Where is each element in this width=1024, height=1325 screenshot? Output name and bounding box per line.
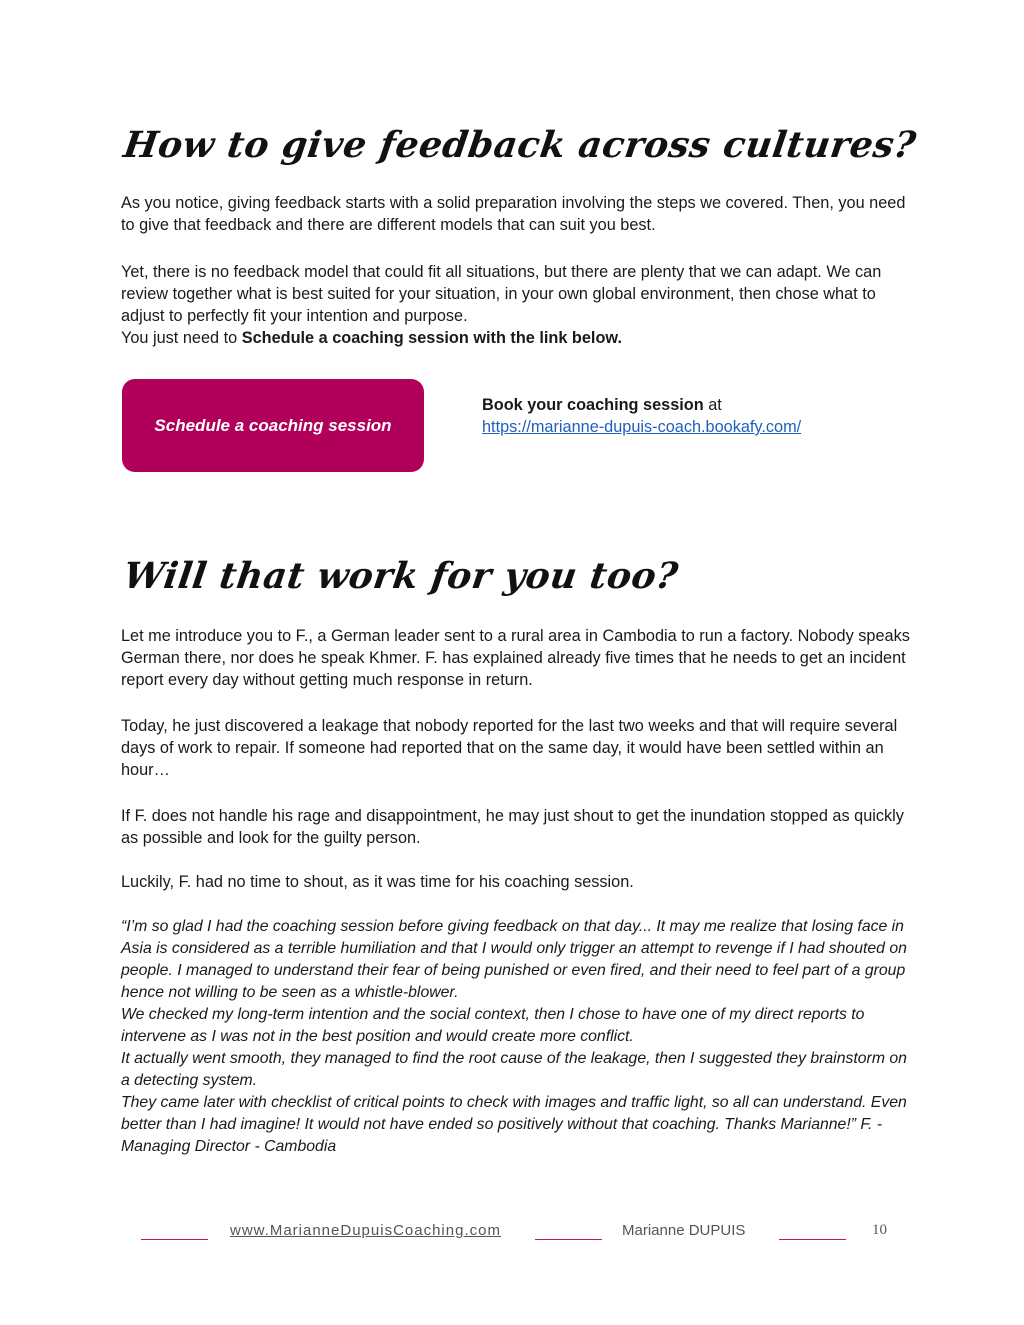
- booking-link[interactable]: https://marianne-dupuis-coach.bookafy.com/: [482, 418, 802, 436]
- quote-line: “I’m so glad I had the coaching session before giving feedback on that day... It may me realize that losing face in Asia is considered as a terrible humiliation and that I would only trigger an attempt to revenge if I had shouted on people. I managed to understand their fear of being punished or even fired, and their need to feel part of a group hence not willing to be seen as a whistle-blower.: [121, 918, 907, 1001]
- footer-website-link[interactable]: www.MarianneDupuisCoaching.com: [230, 1222, 501, 1239]
- schedule-session-button[interactable]: [122, 379, 424, 472]
- paragraph: Luckily, F. had no time to shout, as it was time for his coaching session.: [121, 873, 634, 891]
- page-number: 10: [872, 1222, 887, 1238]
- quote-line: It actually went smooth, they managed to find the root cause of the leakage, then I suggested they brainstorm on a detecting system.: [121, 1050, 907, 1089]
- paragraph: If F. does not handle his rage and disappointment, he may just shout to get the inundation stopped as quickly as possible and look for the guilty person.: [121, 807, 904, 847]
- footer-rule: [141, 1239, 208, 1240]
- paragraph-text: You just need to: [121, 329, 242, 347]
- booking-label: Book your coaching session: [482, 396, 704, 414]
- footer-author: Marianne DUPUIS: [622, 1222, 746, 1239]
- quote-line: We checked my long-term intention and the social context, then I chose to have one of my direct reports to intervene as I was not in the best position and would create more conflict.: [121, 1006, 865, 1045]
- paragraph: [121, 261, 911, 349]
- quote-line: They came later with checklist of critical points to check with images and traffic light, so all can understand. Even better than I had imagine! It would not have ended so positively without that coaching. Thanks Marianne!” F. - Managing Director - Cambodia: [121, 1094, 907, 1155]
- booking-suffix: at: [703, 396, 722, 414]
- paragraph-text: Yet, there is no feedback model that could fit all situations, but there are plenty that we can adapt. We can review together what is best suited for your situation, in your own global environment, then chose what to adjust to perfectly fit your intention and purpose.: [121, 263, 882, 325]
- testimonial-quote: [121, 916, 911, 1158]
- bold-text: Schedule a coaching session with the link below.: [241, 329, 622, 347]
- footer-rule: [535, 1239, 602, 1240]
- paragraph: Let me introduce you to F., a German leader sent to a rural area in Cambodia to run a factory. Nobody speaks German there, nor does he speak Khmer. F. has explained already five times that he needs to get an incident report every day without getting much response in return.: [121, 627, 910, 689]
- section-title-work: Will that work for you too?: [121, 555, 681, 597]
- booking-info: [482, 394, 801, 438]
- paragraph: Today, he just discovered a leakage that nobody reported for the last two weeks and that will require several days of work to repair. If someone had reported that on the same day, it would have been settled within an hour…: [121, 717, 898, 779]
- page-footer: [0, 1222, 1024, 1244]
- button-label: Schedule a coaching session: [154, 415, 392, 435]
- paragraph: As you notice, giving feedback starts with a solid preparation involving the steps we covered. Then, you need to give that feedback and there are different models that can suit you best.: [121, 194, 906, 234]
- section-title-feedback: How to give feedback across cultures?: [121, 124, 919, 166]
- footer-rule: [779, 1239, 846, 1240]
